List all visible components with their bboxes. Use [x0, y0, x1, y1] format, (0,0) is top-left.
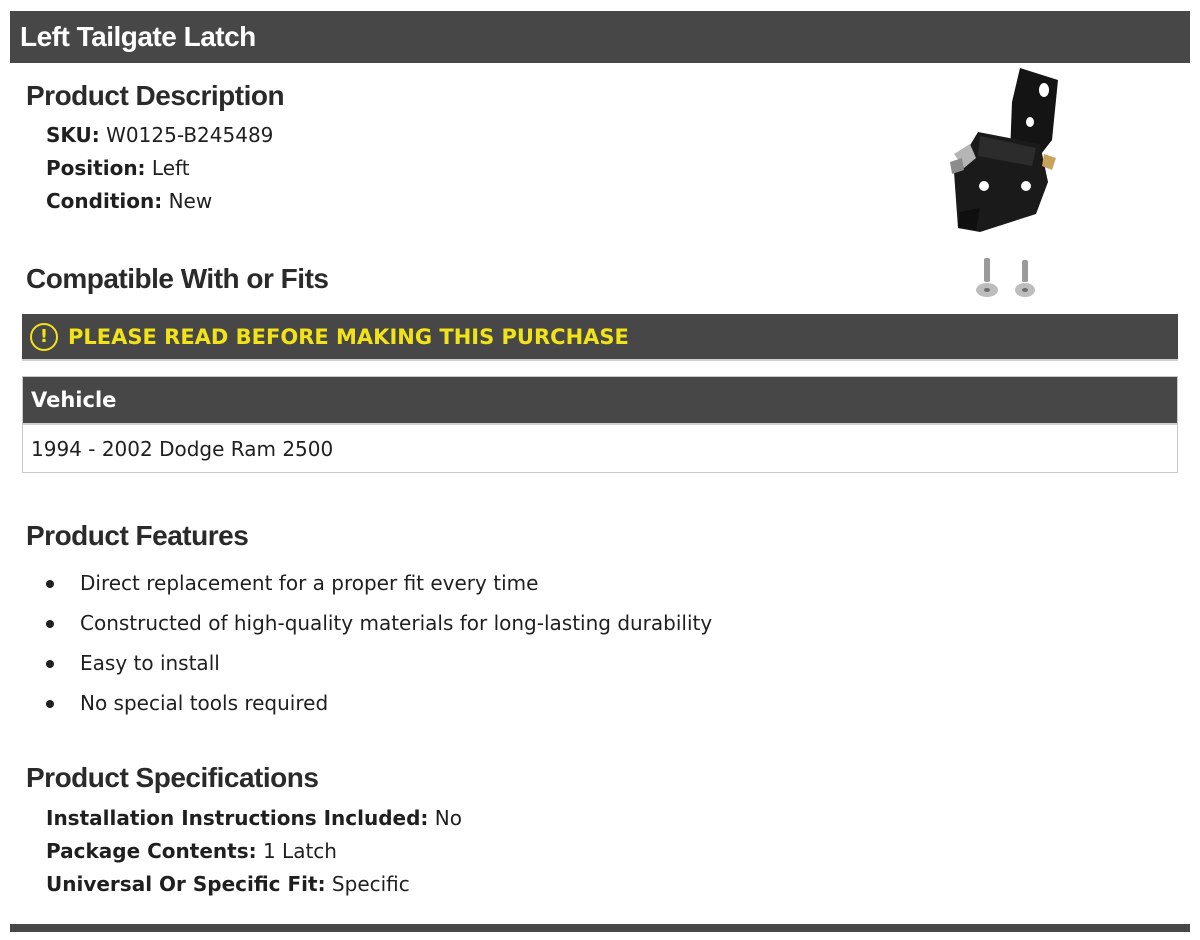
- compatible-heading: Compatible With or Fits: [26, 263, 329, 294]
- feature-text: Easy to install: [80, 651, 220, 675]
- feature-text: No special tools required: [80, 691, 329, 715]
- list-item: [44, 563, 712, 603]
- position-field: [46, 156, 190, 180]
- list-item: [44, 683, 712, 723]
- feature-text: Constructed of high-quality materials for long-lasting durability: [80, 611, 713, 635]
- condition-field: [46, 189, 212, 213]
- product-description-heading: Product Description: [26, 80, 285, 111]
- position-label: Position:: [46, 156, 146, 180]
- installation-instructions-field: [46, 806, 462, 830]
- product-image: [940, 62, 1070, 312]
- condition-value: New: [168, 189, 213, 213]
- warning-text: PLEASE READ BEFORE MAKING THIS PURCHASE: [68, 324, 629, 349]
- list-item: [44, 643, 712, 683]
- sku-value: W0125-B245489: [106, 123, 274, 147]
- position-value: Left: [151, 156, 190, 180]
- bullet-icon: [46, 620, 54, 628]
- table-row: 1994 - 2002 Dodge Ram 2500: [31, 436, 334, 461]
- exclamation-icon: !: [30, 323, 58, 351]
- fit-type-value: Specific: [331, 872, 410, 896]
- bullet-icon: [46, 700, 54, 708]
- page-title-bar: [10, 11, 1190, 63]
- fit-type-field: [46, 872, 410, 896]
- vehicle-table-header: Vehicle: [23, 377, 1177, 425]
- package-contents-value: 1 Latch: [262, 839, 337, 863]
- package-contents-label: Package Contents:: [46, 839, 257, 863]
- bottom-divider: [10, 924, 1190, 932]
- bullet-icon: [46, 660, 54, 668]
- list-item: [44, 603, 712, 643]
- product-specifications-heading: Product Specifications: [26, 762, 319, 793]
- sku-label: SKU:: [46, 123, 100, 147]
- fit-type-label: Universal Or Specific Fit:: [46, 872, 326, 896]
- page-title: Left Tailgate Latch: [20, 21, 256, 52]
- sku-field: [46, 123, 273, 147]
- bullet-icon: [46, 580, 54, 588]
- vehicle-table: [22, 376, 1178, 473]
- feature-text: Direct replacement for a proper fit every time: [80, 571, 539, 595]
- features-list: [44, 563, 712, 723]
- purchase-warning-banner: [22, 314, 1178, 361]
- condition-label: Condition:: [46, 189, 163, 213]
- installation-instructions-label: Installation Instructions Included:: [46, 806, 429, 830]
- product-features-heading: Product Features: [26, 520, 249, 551]
- installation-instructions-value: No: [434, 806, 462, 830]
- package-contents-field: [46, 839, 337, 863]
